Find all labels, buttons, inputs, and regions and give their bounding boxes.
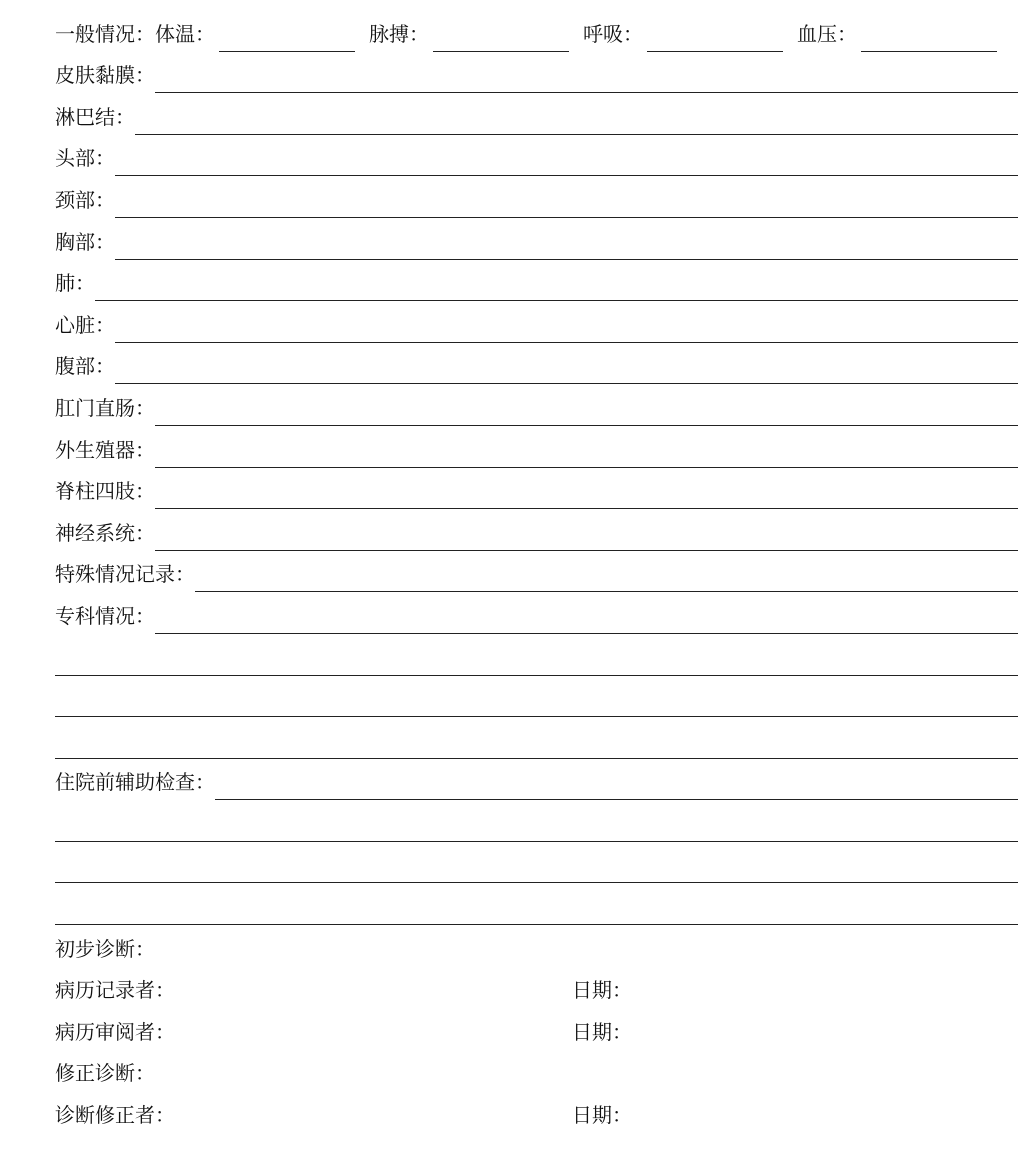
- special-notes-row: [55, 551, 1018, 593]
- specialty-label: 专科情况：: [55, 603, 155, 628]
- external-genitalia-field[interactable]: [155, 467, 1018, 468]
- reviewer-row: [55, 1008, 1018, 1050]
- respiration-label: 呼吸：: [583, 21, 643, 46]
- tests-continuation-line-3: [55, 883, 1018, 925]
- head-row: [55, 135, 1018, 177]
- nervous-system-label: 神经系统：: [55, 520, 155, 545]
- spine-limbs-field[interactable]: [155, 508, 1018, 509]
- chest-row: [55, 218, 1018, 260]
- abdomen-field[interactable]: [115, 383, 1018, 384]
- abdomen-row: [55, 343, 1018, 385]
- lung-label: 肺：: [55, 271, 95, 296]
- neck-field[interactable]: [115, 217, 1018, 218]
- tests-continuation-line-1: [55, 800, 1018, 842]
- specialty-extra-field-1[interactable]: [55, 675, 1018, 676]
- skin-mucosa-label: 皮肤黏膜：: [55, 63, 155, 88]
- chest-label: 胸部：: [55, 229, 115, 254]
- pulse-label: 脉搏：: [369, 21, 429, 46]
- revised-diagnosis-row: [55, 1050, 1018, 1092]
- nervous-system-field[interactable]: [155, 550, 1018, 551]
- special-notes-label: 特殊情况记录：: [55, 562, 195, 587]
- anus-rectum-row: [55, 384, 1018, 426]
- blood-pressure-field[interactable]: [861, 51, 997, 52]
- vitals-row: [55, 10, 1018, 52]
- head-field[interactable]: [115, 175, 1018, 176]
- pulse-field[interactable]: [433, 51, 569, 52]
- specialty-continuation-line-2: [55, 676, 1018, 718]
- anus-rectum-label: 肛门直肠：: [55, 395, 155, 420]
- recorder-row: [55, 967, 1018, 1009]
- external-genitalia-label: 外生殖器：: [55, 437, 155, 462]
- heart-row: [55, 301, 1018, 343]
- lymph-nodes-label: 淋巴结：: [55, 104, 135, 129]
- recorder-label: 病历记录者：: [55, 978, 175, 1003]
- lung-row: [55, 260, 1018, 302]
- pre-admission-tests-row: [55, 759, 1018, 801]
- physical-exam-form: [55, 10, 1018, 1133]
- spine-limbs-label: 脊柱四肢：: [55, 479, 155, 504]
- recorder-date-label: 日期：: [572, 978, 632, 1003]
- lung-field[interactable]: [95, 300, 1018, 301]
- abdomen-label: 腹部：: [55, 354, 115, 379]
- respiration-field[interactable]: [647, 51, 783, 52]
- chest-field[interactable]: [115, 259, 1018, 260]
- lymph-nodes-row: [55, 93, 1018, 135]
- temperature-field[interactable]: [219, 51, 355, 52]
- general-label: 一般情况：: [55, 21, 155, 46]
- specialty-extra-field-2[interactable]: [55, 716, 1018, 717]
- head-label: 头部：: [55, 146, 115, 171]
- blood-pressure-label: 血压：: [797, 21, 857, 46]
- revision-author-row: [55, 1091, 1018, 1133]
- nervous-system-row: [55, 509, 1018, 551]
- pre-admission-tests-field[interactable]: [215, 799, 1018, 800]
- heart-label: 心脏：: [55, 312, 115, 337]
- revision-date-label: 日期：: [572, 1103, 632, 1128]
- preliminary-diagnosis-row: [55, 925, 1018, 967]
- pre-admission-tests-label: 住院前辅助检查：: [55, 770, 215, 795]
- neck-label: 颈部：: [55, 187, 115, 212]
- specialty-continuation-line-1: [55, 634, 1018, 676]
- specialty-field[interactable]: [155, 633, 1018, 634]
- revised-diagnosis-label: 修正诊断：: [55, 1061, 155, 1086]
- lymph-nodes-field[interactable]: [135, 134, 1018, 135]
- external-genitalia-row: [55, 426, 1018, 468]
- heart-field[interactable]: [115, 342, 1018, 343]
- specialty-continuation-line-3: [55, 717, 1018, 759]
- reviewer-date-label: 日期：: [572, 1019, 632, 1044]
- neck-row: [55, 176, 1018, 218]
- skin-mucosa-field[interactable]: [155, 92, 1018, 93]
- special-notes-field[interactable]: [195, 591, 1018, 592]
- spine-limbs-row: [55, 468, 1018, 510]
- specialty-row: [55, 592, 1018, 634]
- specialty-extra-field-3[interactable]: [55, 758, 1018, 759]
- preliminary-diagnosis-label: 初步诊断：: [55, 936, 155, 961]
- reviewer-label: 病历审阅者：: [55, 1019, 175, 1044]
- tests-extra-field-1[interactable]: [55, 841, 1018, 842]
- tests-continuation-line-2: [55, 842, 1018, 884]
- revision-author-label: 诊断修正者：: [55, 1103, 175, 1128]
- temperature-label: 体温：: [155, 21, 215, 46]
- anus-rectum-field[interactable]: [155, 425, 1018, 426]
- tests-extra-field-2[interactable]: [55, 882, 1018, 883]
- skin-mucosa-row: [55, 52, 1018, 94]
